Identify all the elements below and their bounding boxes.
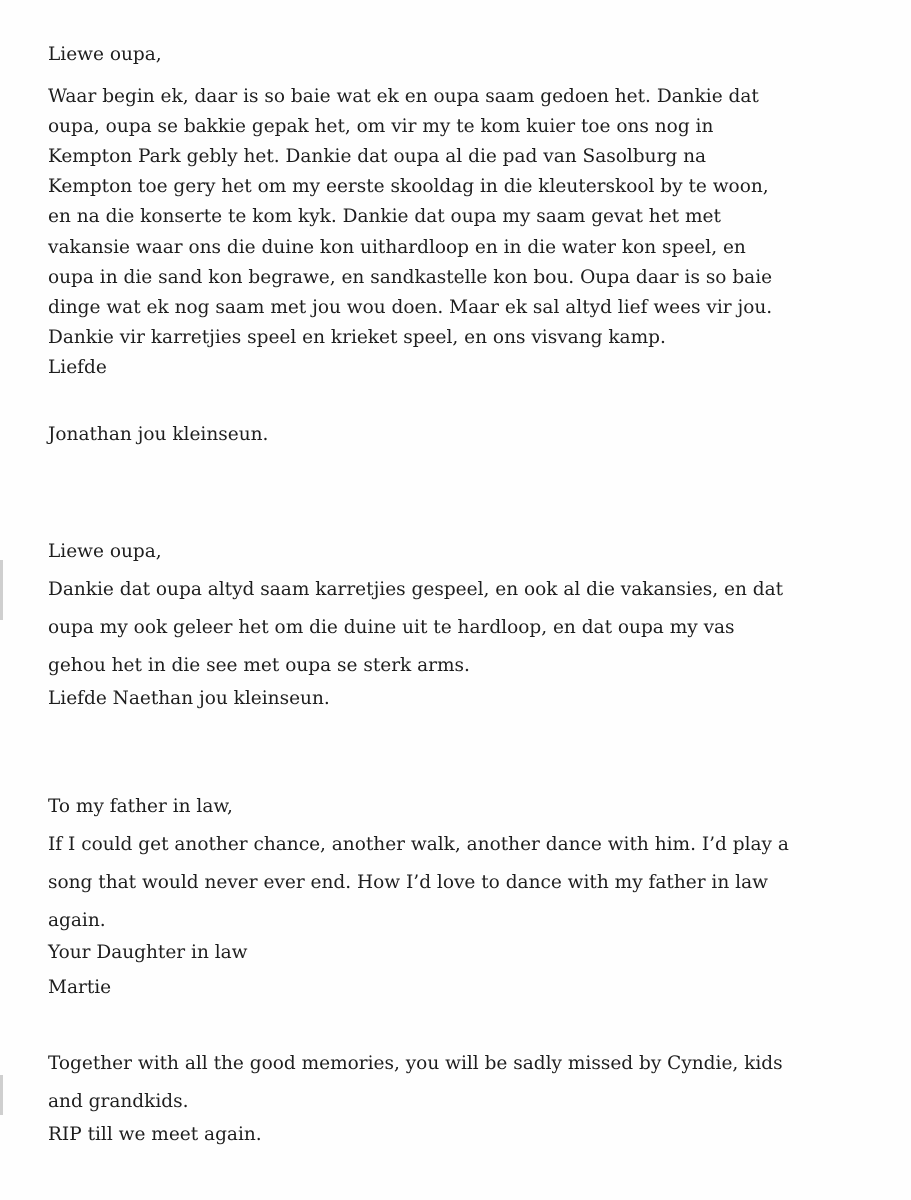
letter-text-line: Liefde [48,357,107,378]
letter-text-line: en na die konserte te kom kyk. Dankie dat oupa my saam gevat het met [48,206,721,227]
letter-text-line: song that would never ever end. How I’d love to dance with my father in law [48,872,768,893]
closing-text-line: and grandkids. [48,1091,189,1112]
letter-text-line: oupa in die sand kon begrawe, en sandkastelle kon bou. Oupa daar is so baie [48,267,773,288]
letter-salutation: Liewe oupa, [48,541,162,562]
letter-text-line: gehou het in die see met oupa se sterk arms. [48,655,470,676]
closing-text-line: RIP till we meet again. [48,1124,262,1145]
letter-salutation: Liewe oupa, [48,44,162,65]
closing-text-line: Together with all the good memories, you will be sadly missed by Cyndie, kids [48,1053,783,1074]
letter-text-line: Dankie dat oupa altyd saam karretjies gespeel, en ook al die vakansies, en dat [48,579,784,600]
letter-text-line: Waar begin ek, daar is so baie wat ek en oupa saam gedoen het. Dankie dat [48,86,759,107]
letter-text-line: vakansie waar ons die duine kon uithardloop en in die water kon speel, en [48,237,746,258]
letter-signature: Your Daughter in law [48,942,248,963]
letter-text-line: oupa, oupa se bakkie gepak het, om vir my te kom kuier toe ons nog in [48,116,714,137]
letter-text-line: Kempton toe gery het om my eerste skooldag in die kleuterskool by te woon, [48,176,769,197]
letter-text-line: Dankie vir karretjies speel en krieket speel, en ons visvang kamp. [48,327,666,348]
letter-text-line: dinge wat ek nog saam met jou wou doen. Maar ek sal altyd lief wees vir jou. [48,297,773,318]
letter-text-line: oupa my ook geleer het om die duine uit te hardloop, en dat oupa my vas [48,617,735,638]
letter-signature: Jonathan jou kleinseun. [48,424,269,445]
letter-text-line: If I could get another chance, another walk, another dance with him. I’d play a [48,834,789,855]
letter-text-line: again. [48,910,106,931]
letter-signature: Martie [48,977,112,998]
letter-signature: Liefde Naethan jou kleinseun. [48,688,330,709]
letter-text-line: Kempton Park gebly het. Dankie dat oupa al die pad van Sasolburg na [48,146,707,167]
scan-edge-mark [0,1075,3,1115]
letter-salutation: To my father in law, [48,796,233,817]
scan-edge-mark [0,560,3,620]
